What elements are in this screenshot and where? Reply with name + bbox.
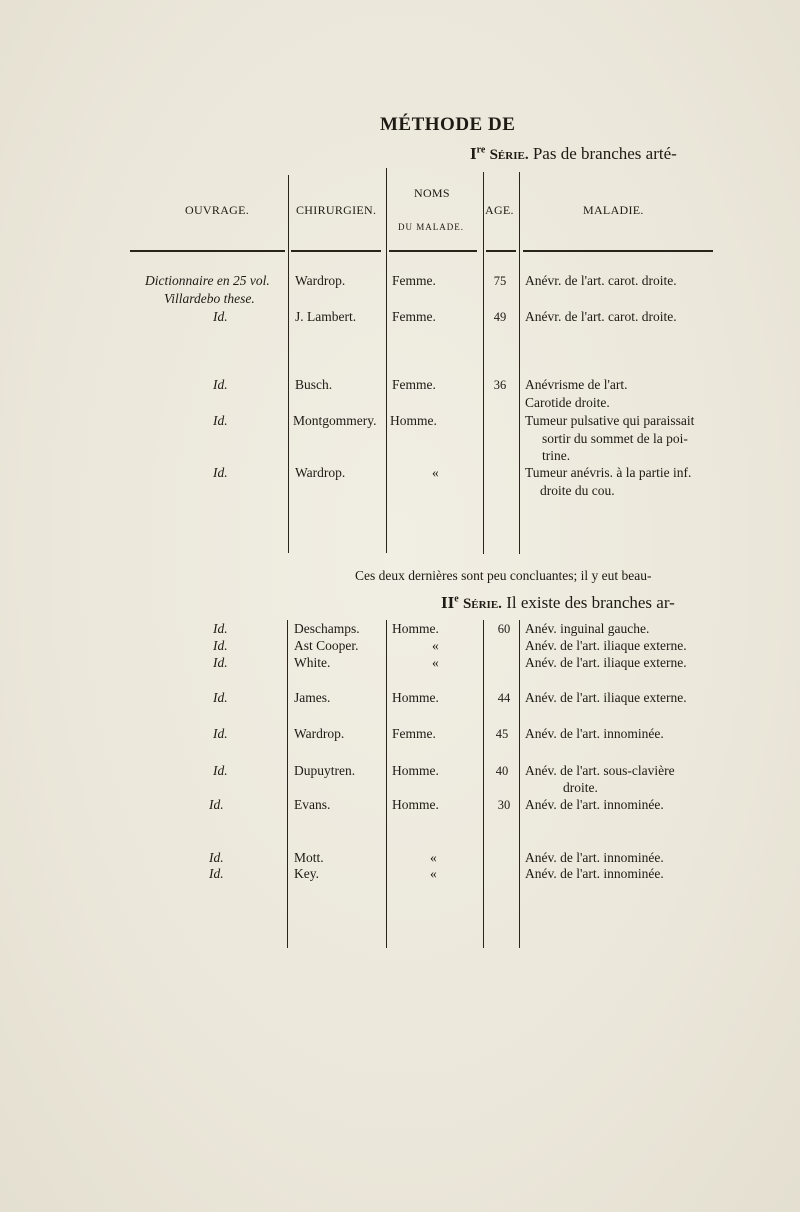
column-rule [519, 620, 520, 948]
cell-chirurgien: Wardrop. [295, 465, 346, 480]
page-title: MÉTHODE DE [380, 114, 516, 135]
cell-malade: Femme. [392, 309, 436, 324]
cell-maladie: Anév. de l'art. sous-clavière [525, 763, 675, 778]
cell-chirurgien: Evans. [294, 797, 331, 812]
cell-ouvrage: Dictionnaire en 25 vol. [145, 273, 270, 288]
cell-malade: Homme. [392, 763, 439, 778]
cell-ouvrage: Id. [213, 763, 228, 778]
cell-chirurgien: Montgommery. [293, 413, 377, 428]
cell-malade: Femme. [392, 377, 436, 392]
cell-age: 49 [493, 310, 507, 324]
series-2-numeral: II [441, 593, 455, 612]
cell-chirurgien: James. [294, 690, 331, 705]
cell-chirurgien: Wardrop. [294, 726, 345, 741]
cell-malade: Femme. [392, 726, 436, 741]
cell-maladie-2: sortir du sommet de la poi- [542, 431, 688, 446]
series-2-label: Série. [462, 596, 502, 612]
cell-malade: Homme. [392, 621, 439, 636]
cell-age: 60 [497, 622, 511, 636]
series-1-text: Pas de branches arté- [532, 144, 677, 163]
cell-chirurgien: White. [294, 655, 331, 670]
cell-ouvrage: Id. [209, 797, 224, 812]
cell-malade: « [432, 638, 439, 653]
series-1-sup: re [476, 144, 486, 156]
series-2-text: Il existe des branches ar- [506, 593, 675, 612]
cell-age: 44 [497, 691, 511, 705]
cell-ouvrage: Id. [213, 726, 228, 741]
cell-malade: Homme. [392, 690, 439, 705]
cell-malade: Homme. [390, 413, 437, 428]
cell-chirurgien: Ast Cooper. [294, 638, 359, 653]
header-rule-malade [389, 250, 477, 252]
cell-maladie: Anév. de l'art. iliaque externe. [525, 638, 687, 653]
series-2-sup: e [454, 593, 459, 605]
cell-chirurgien: Key. [294, 866, 319, 881]
cell-malade: « [430, 850, 437, 865]
cell-chirurgien: Deschamps. [294, 621, 360, 636]
header-rule-age [486, 250, 516, 252]
header-rule-maladie [523, 250, 713, 252]
cell-age: 30 [497, 798, 511, 812]
continuation-sentence: Ces deux dernières sont peu concluantes; il y eut beau- [355, 568, 652, 583]
cell-ouvrage: Id. [213, 638, 228, 653]
cell-malade: Femme. [392, 273, 436, 288]
cell-chirurgien: Mott. [294, 850, 324, 865]
cell-maladie: Anév. de l'art. iliaque externe. [525, 690, 687, 705]
header-ouvrage: OUVRAGE. [185, 203, 250, 217]
cell-ouvrage-2: Villardebo these. [164, 291, 255, 306]
cell-ouvrage: Id. [213, 413, 228, 428]
cell-ouvrage: Id. [213, 655, 228, 670]
cell-maladie: Anév. de l'art. innominée. [525, 866, 664, 881]
cell-ouvrage: Id. [209, 866, 224, 881]
cell-age: 45 [495, 727, 509, 741]
column-rule [386, 168, 387, 553]
cell-malade: Homme. [392, 797, 439, 812]
header-rule-ouvrage [130, 250, 285, 252]
series-1-heading [470, 144, 677, 164]
cell-malade: « [432, 655, 439, 670]
cell-age: 36 [493, 378, 507, 392]
cell-ouvrage: Id. [213, 621, 228, 636]
cell-maladie-2: Carotide droite. [525, 395, 610, 410]
header-maladie: MALADIE. [583, 203, 644, 217]
column-rule [287, 620, 288, 948]
header-age: AGE. [485, 203, 514, 217]
cell-maladie-3: trine. [542, 448, 571, 463]
cell-maladie: Anév. de l'art. iliaque externe. [525, 655, 687, 670]
column-rule [288, 175, 289, 553]
column-rule [483, 172, 484, 554]
cell-maladie: Anévrisme de l'art. [525, 377, 628, 392]
cell-maladie: Tumeur pulsative qui paraissait [525, 413, 695, 428]
cell-ouvrage: Id. [213, 690, 228, 705]
cell-maladie: Anév. de l'art. innominée. [525, 726, 664, 741]
series-2-heading [441, 593, 675, 613]
column-rule [386, 620, 387, 948]
header-rule-chirurgien [291, 250, 381, 252]
header-chirurgien: CHIRURGIEN. [296, 203, 377, 217]
cell-maladie: Anév. de l'art. innominée. [525, 797, 664, 812]
cell-maladie-2: droite du cou. [540, 483, 615, 498]
cell-maladie-2: droite. [563, 780, 598, 795]
cell-ouvrage: Id. [209, 850, 224, 865]
cell-maladie: Anévr. de l'art. carot. droite. [525, 309, 677, 324]
cell-maladie: Anév. inguinal gauche. [525, 621, 650, 636]
cell-malade: « [430, 866, 437, 881]
cell-maladie: Anév. de l'art. innominée. [525, 850, 664, 865]
header-du-malade: DU MALADE. [398, 222, 464, 232]
header-noms: NOMS [414, 186, 450, 200]
cell-chirurgien: J. Lambert. [295, 309, 357, 324]
series-1-label: Série. [489, 147, 529, 163]
column-rule [519, 172, 520, 554]
cell-chirurgien: Busch. [295, 377, 333, 392]
cell-malade: « [432, 465, 439, 480]
cell-ouvrage: Id. [213, 309, 228, 324]
cell-ouvrage: Id. [213, 465, 228, 480]
cell-maladie: Anévr. de l'art. carot. droite. [525, 273, 677, 288]
series-1-numeral: I [470, 144, 477, 163]
cell-ouvrage: Id. [213, 377, 228, 392]
cell-chirurgien: Dupuytren. [294, 763, 356, 778]
cell-age: 75 [493, 274, 507, 288]
cell-maladie: Tumeur anévris. à la partie inf. [525, 465, 692, 480]
cell-chirurgien: Wardrop. [295, 273, 346, 288]
column-rule [483, 620, 484, 948]
cell-age: 40 [495, 764, 509, 778]
